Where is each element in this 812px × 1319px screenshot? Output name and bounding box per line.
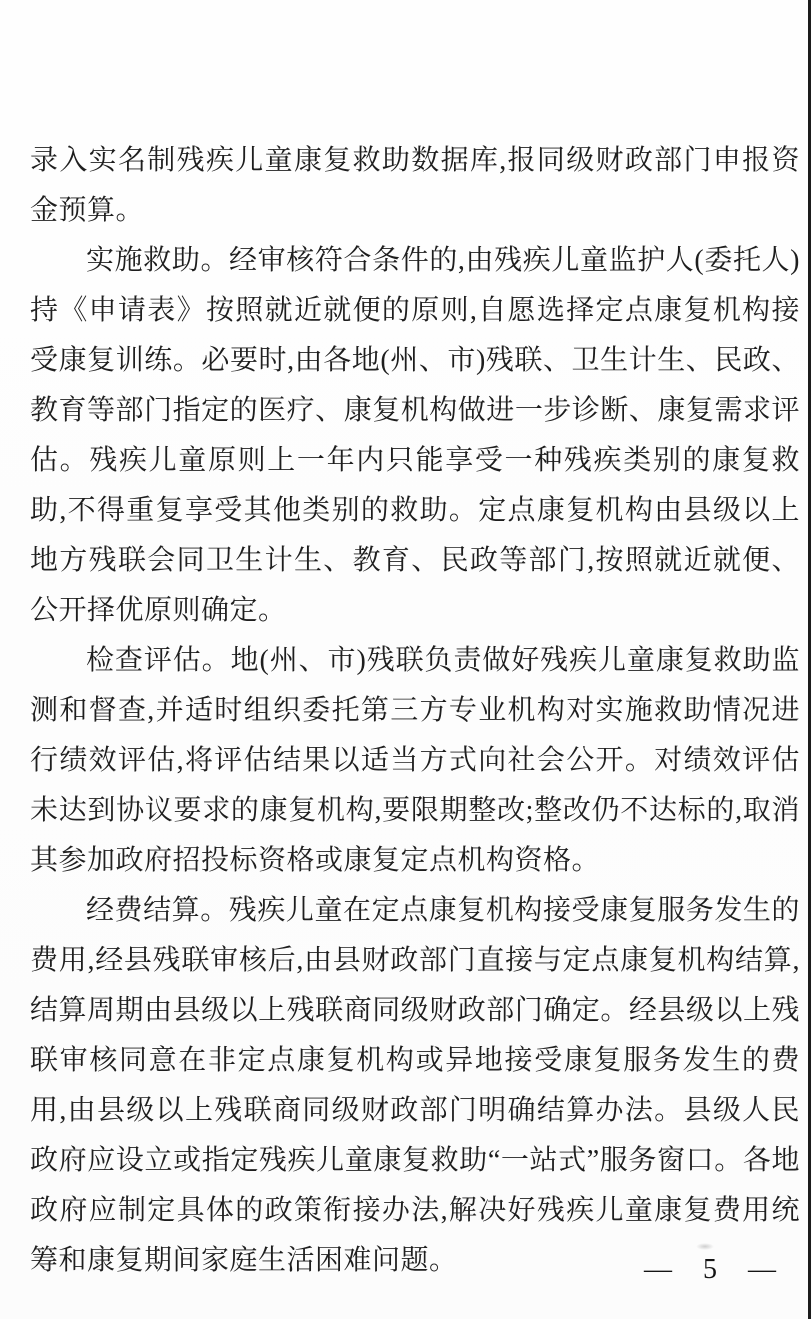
paragraph-implement-assistance: 实施救助。经审核符合条件的,由残疾儿童监护人(委托人)持《申请表》按照就近就便的原则,自愿选择定点康复机构接受康复训练。必要时,由各地(州、市)残联、卫生计生、民政、教育等部门指定的医疗、康复机构做进一步诊断、康复需求评估。残疾儿童原则上一年内只能享受一种残疾类别的康复救助,不得重复享受其他类别的救助。定点康复机构由县级以上地方残联会同卫生计生、教育、民政等部门,按照就近就便、公开择优原则确定。 [30, 245, 800, 626]
page-number: — 5 — [644, 1254, 788, 1285]
paragraph-inspection-evaluation: 检查评估。地(州、市)残联负责做好残疾儿童康复救助监测和督查,并适时组织委托第三方专业机构对实施救助情况进行绩效评估,将评估结果以适当方式向社会公开。对绩效评估未达到协议要求的康复机构,要限期整改;整改仍不达标的,取消其参加政府招投标资格或康复定点机构资格。 [30, 645, 800, 876]
document-body-text [30, 136, 800, 1286]
paragraph-funds-settlement: 经费结算。残疾儿童在定点康复机构接受康复服务发生的费用,经县残联审核后,由县财政部门直接与定点康复机构结算,结算周期由县级以上残联商同级财政部门确定。经县级以上残联审核同意在非定点康复机构或异地接受康复服务发生的费用,由县级以上残联商同级财政部门明确结算办法。县级人民政府应设立或指定残疾儿童康复救助“一站式”服务窗口。各地政府应制定具体的政策衔接办法,解决好残疾儿童康复费用统筹和康复期间家庭生活困难问题。 [30, 895, 800, 1276]
paragraph-continuation: 录入实名制残疾儿童康复救助数据库,报同级财政部门申报资金预算。 [30, 145, 800, 226]
scan-edge-line [808, 0, 811, 1319]
scan-artifact-smudge [696, 1243, 714, 1250]
